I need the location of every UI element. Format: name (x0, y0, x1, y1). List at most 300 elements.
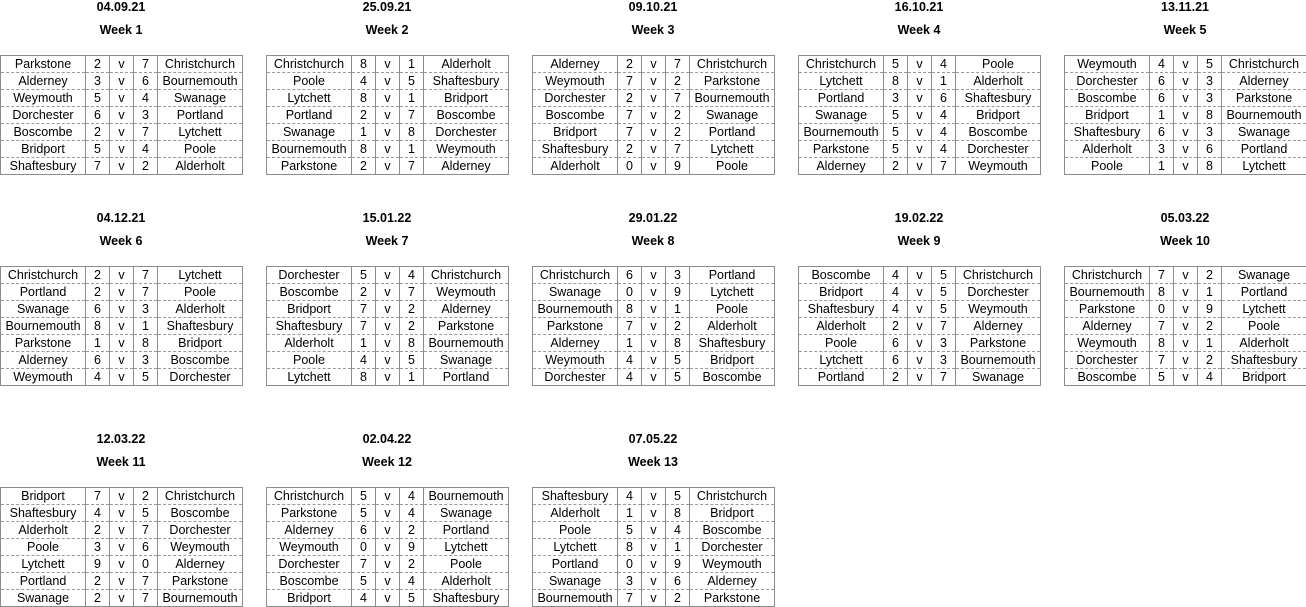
home-score: 2 (86, 522, 110, 539)
home-score: 2 (86, 267, 110, 284)
away-team: Christchurch (690, 56, 775, 73)
versus: v (642, 556, 666, 573)
fixture-row (799, 158, 1041, 175)
away-score: 8 (1198, 158, 1222, 175)
versus: v (642, 488, 666, 505)
away-score: 3 (666, 267, 690, 284)
versus: v (376, 90, 400, 107)
fixtures-table (532, 487, 775, 607)
week-title: Week 12 (362, 455, 412, 469)
home-team: Bridport (799, 284, 884, 301)
fixture-row (533, 267, 775, 284)
versus: v (376, 267, 400, 284)
versus: v (908, 73, 932, 90)
fixture-row (533, 56, 775, 73)
home-team: Portland (1, 573, 86, 590)
away-team: Swanage (1222, 124, 1306, 141)
away-score: 6 (1198, 141, 1222, 158)
fixture-row (267, 335, 509, 352)
versus: v (1174, 301, 1198, 318)
versus: v (1174, 90, 1198, 107)
away-score: 7 (400, 158, 424, 175)
home-score: 4 (1150, 56, 1174, 73)
home-team: Lytchett (1, 556, 86, 573)
away-score: 7 (134, 267, 158, 284)
home-team: Dorchester (267, 267, 352, 284)
away-score: 4 (400, 573, 424, 590)
fixture-row (1, 107, 243, 124)
versus: v (376, 369, 400, 386)
away-team: Portland (158, 107, 243, 124)
away-team: Lytchett (424, 539, 509, 556)
versus: v (376, 335, 400, 352)
away-team: Portland (690, 267, 775, 284)
home-score: 4 (86, 369, 110, 386)
home-score: 7 (1150, 352, 1174, 369)
versus: v (376, 301, 400, 318)
away-team: Dorchester (956, 141, 1041, 158)
fixtures-table (1064, 266, 1306, 386)
away-team: Boscombe (690, 522, 775, 539)
versus: v (110, 335, 134, 352)
away-team: Poole (956, 56, 1041, 73)
home-team: Boscombe (1, 124, 86, 141)
away-team: Boscombe (690, 369, 775, 386)
home-score: 9 (86, 556, 110, 573)
home-team: Christchurch (267, 488, 352, 505)
home-score: 5 (1150, 369, 1174, 386)
home-score: 1 (352, 335, 376, 352)
home-team: Alderney (533, 335, 618, 352)
away-score: 3 (1198, 90, 1222, 107)
home-team: Bridport (533, 124, 618, 141)
versus: v (642, 124, 666, 141)
away-team: Weymouth (690, 556, 775, 573)
home-score: 5 (352, 267, 376, 284)
versus: v (908, 301, 932, 318)
home-score: 7 (618, 318, 642, 335)
home-score: 5 (884, 107, 908, 124)
away-score: 7 (134, 573, 158, 590)
fixture-row (267, 124, 509, 141)
away-team: Poole (690, 301, 775, 318)
home-score: 4 (884, 284, 908, 301)
away-team: Christchurch (158, 56, 243, 73)
away-team: Swanage (158, 90, 243, 107)
away-score: 2 (1198, 318, 1222, 335)
versus: v (642, 267, 666, 284)
fixture-row (1, 56, 243, 73)
fixture-row (533, 556, 775, 573)
home-score: 3 (884, 90, 908, 107)
fixtures-table (0, 55, 243, 175)
home-score: 2 (618, 90, 642, 107)
home-score: 8 (618, 301, 642, 318)
away-team: Boscombe (158, 352, 243, 369)
versus: v (1174, 369, 1198, 386)
home-score: 8 (618, 539, 642, 556)
fixture-row (267, 505, 509, 522)
home-score: 4 (618, 369, 642, 386)
away-team: Dorchester (956, 284, 1041, 301)
fixtures-table (266, 55, 509, 175)
fixture-row (1065, 335, 1306, 352)
fixtures-table (0, 487, 243, 607)
home-score: 1 (618, 335, 642, 352)
fixture-row (1065, 369, 1306, 386)
fixture-row (533, 90, 775, 107)
fixture-row (1, 488, 243, 505)
home-team: Bridport (267, 590, 352, 607)
fixture-row (267, 318, 509, 335)
away-score: 9 (400, 539, 424, 556)
home-team: Christchurch (1065, 267, 1150, 284)
home-team: Alderney (267, 522, 352, 539)
versus: v (376, 488, 400, 505)
fixture-row (533, 522, 775, 539)
fixture-row (799, 73, 1041, 90)
fixture-row (533, 284, 775, 301)
home-team: Poole (1065, 158, 1150, 175)
versus: v (110, 352, 134, 369)
away-score: 6 (134, 73, 158, 90)
away-team: Alderholt (1222, 335, 1306, 352)
home-score: 6 (618, 267, 642, 284)
home-team: Bournemouth (267, 141, 352, 158)
fixture-row (1, 335, 243, 352)
away-team: Swanage (956, 369, 1041, 386)
versus: v (1174, 352, 1198, 369)
fixture-row (1, 141, 243, 158)
fixture-row (533, 301, 775, 318)
fixture-row (1065, 73, 1306, 90)
week-date: 04.12.21 (96, 211, 146, 225)
away-team: Swanage (424, 352, 509, 369)
versus: v (110, 73, 134, 90)
fixture-row (267, 90, 509, 107)
home-team: Lytchett (267, 90, 352, 107)
home-team: Boscombe (267, 284, 352, 301)
away-team: Bridport (956, 107, 1041, 124)
week-title: Week 4 (897, 23, 941, 37)
away-team: Alderholt (424, 573, 509, 590)
home-team: Dorchester (1065, 352, 1150, 369)
away-team: Alderney (424, 301, 509, 318)
week-date: 04.09.21 (96, 0, 146, 14)
away-score: 4 (400, 267, 424, 284)
away-score: 5 (932, 267, 956, 284)
home-team: Shaftesbury (533, 488, 618, 505)
versus: v (110, 539, 134, 556)
home-score: 7 (618, 107, 642, 124)
fixture-row (267, 352, 509, 369)
away-score: 1 (400, 141, 424, 158)
fixture-row (267, 590, 509, 607)
home-team: Weymouth (533, 352, 618, 369)
home-team: Swanage (1, 590, 86, 607)
away-score: 1 (134, 318, 158, 335)
home-team: Lytchett (533, 539, 618, 556)
fixture-row (1, 573, 243, 590)
fixture-row (533, 539, 775, 556)
away-score: 7 (932, 369, 956, 386)
away-score: 1 (1198, 284, 1222, 301)
fixture-row (1065, 141, 1306, 158)
versus: v (908, 124, 932, 141)
away-score: 9 (666, 158, 690, 175)
home-team: Bridport (267, 301, 352, 318)
fixture-row (1, 158, 243, 175)
versus: v (110, 284, 134, 301)
fixture-row (1, 539, 243, 556)
away-team: Dorchester (424, 124, 509, 141)
home-score: 2 (86, 573, 110, 590)
away-score: 4 (134, 141, 158, 158)
away-score: 8 (400, 124, 424, 141)
away-score: 2 (666, 124, 690, 141)
versus: v (642, 56, 666, 73)
fixture-row (1065, 284, 1306, 301)
versus: v (110, 318, 134, 335)
away-team: Alderholt (956, 73, 1041, 90)
away-team: Bridport (158, 335, 243, 352)
home-score: 7 (1150, 267, 1174, 284)
away-score: 5 (1198, 56, 1222, 73)
home-score: 5 (86, 141, 110, 158)
home-score: 3 (1150, 141, 1174, 158)
fixture-row (1, 318, 243, 335)
home-score: 4 (884, 267, 908, 284)
fixture-row (533, 369, 775, 386)
away-team: Swanage (1222, 267, 1306, 284)
versus: v (376, 56, 400, 73)
fixture-row (533, 505, 775, 522)
home-score: 2 (352, 158, 376, 175)
away-score: 3 (932, 352, 956, 369)
home-team: Portland (1, 284, 86, 301)
fixtures-table (532, 266, 775, 386)
versus: v (110, 505, 134, 522)
home-team: Bournemouth (1065, 284, 1150, 301)
home-score: 6 (1150, 90, 1174, 107)
fixture-row (267, 522, 509, 539)
away-score: 2 (666, 73, 690, 90)
away-team: Weymouth (956, 301, 1041, 318)
away-score: 5 (400, 73, 424, 90)
fixture-row (1, 301, 243, 318)
away-score: 3 (134, 107, 158, 124)
away-score: 5 (134, 369, 158, 386)
home-score: 6 (352, 522, 376, 539)
away-team: Shaftesbury (690, 335, 775, 352)
home-score: 7 (352, 318, 376, 335)
fixture-row (1, 267, 243, 284)
week-date: 05.03.22 (1160, 211, 1210, 225)
week-date: 16.10.21 (894, 0, 944, 14)
away-score: 1 (400, 90, 424, 107)
home-team: Parkstone (1, 56, 86, 73)
fixture-row (267, 488, 509, 505)
versus: v (110, 90, 134, 107)
away-team: Parkstone (690, 73, 775, 90)
fixture-row (533, 590, 775, 607)
versus: v (908, 318, 932, 335)
week-date: 29.01.22 (628, 211, 678, 225)
away-score: 7 (400, 284, 424, 301)
week-title: Week 7 (365, 234, 409, 248)
versus: v (376, 124, 400, 141)
away-team: Poole (424, 556, 509, 573)
away-team: Alderney (690, 573, 775, 590)
fixture-row (1065, 124, 1306, 141)
fixture-row (267, 539, 509, 556)
fixture-row (533, 488, 775, 505)
away-score: 7 (134, 284, 158, 301)
versus: v (1174, 124, 1198, 141)
away-score: 8 (400, 335, 424, 352)
home-team: Alderney (799, 158, 884, 175)
away-team: Lytchett (1222, 301, 1306, 318)
home-score: 0 (1150, 301, 1174, 318)
home-team: Lytchett (799, 352, 884, 369)
versus: v (376, 556, 400, 573)
home-team: Boscombe (533, 107, 618, 124)
away-team: Parkstone (1222, 90, 1306, 107)
versus: v (642, 573, 666, 590)
away-score: 2 (400, 301, 424, 318)
away-team: Parkstone (690, 590, 775, 607)
home-team: Parkstone (267, 505, 352, 522)
home-score: 3 (86, 73, 110, 90)
away-score: 2 (400, 556, 424, 573)
versus: v (908, 141, 932, 158)
versus: v (642, 539, 666, 556)
versus: v (642, 73, 666, 90)
versus: v (110, 301, 134, 318)
home-score: 3 (86, 539, 110, 556)
fixture-row (799, 352, 1041, 369)
versus: v (1174, 107, 1198, 124)
versus: v (376, 158, 400, 175)
fixture-row (799, 107, 1041, 124)
home-team: Poole (533, 522, 618, 539)
week-date: 15.01.22 (362, 211, 412, 225)
home-score: 7 (1150, 318, 1174, 335)
fixture-row (1065, 301, 1306, 318)
versus: v (642, 335, 666, 352)
home-score: 0 (618, 556, 642, 573)
home-team: Alderholt (267, 335, 352, 352)
home-score: 4 (884, 301, 908, 318)
away-team: Dorchester (690, 539, 775, 556)
week-date: 19.02.22 (894, 211, 944, 225)
home-team: Boscombe (1065, 369, 1150, 386)
fixture-row (533, 141, 775, 158)
home-team: Bridport (1065, 107, 1150, 124)
away-score: 5 (666, 369, 690, 386)
home-score: 6 (86, 107, 110, 124)
week-title: Week 9 (897, 234, 941, 248)
away-score: 4 (134, 90, 158, 107)
away-team: Weymouth (424, 141, 509, 158)
away-team: Portland (424, 522, 509, 539)
versus: v (642, 505, 666, 522)
away-team: Boscombe (424, 107, 509, 124)
home-team: Swanage (267, 124, 352, 141)
home-team: Bournemouth (533, 301, 618, 318)
home-team: Parkstone (533, 318, 618, 335)
week-title: Week 3 (631, 23, 675, 37)
away-score: 4 (400, 505, 424, 522)
home-score: 8 (884, 73, 908, 90)
fixture-row (267, 301, 509, 318)
away-score: 1 (666, 301, 690, 318)
versus: v (110, 107, 134, 124)
fixture-row (1, 90, 243, 107)
home-score: 7 (86, 488, 110, 505)
home-score: 0 (618, 284, 642, 301)
away-team: Poole (690, 158, 775, 175)
fixture-row (1065, 158, 1306, 175)
away-score: 9 (1198, 301, 1222, 318)
away-team: Dorchester (158, 522, 243, 539)
away-score: 7 (932, 158, 956, 175)
fixture-row (267, 284, 509, 301)
home-score: 2 (86, 590, 110, 607)
away-team: Portland (690, 124, 775, 141)
versus: v (110, 124, 134, 141)
versus: v (908, 158, 932, 175)
versus: v (908, 352, 932, 369)
versus: v (110, 369, 134, 386)
away-score: 5 (400, 352, 424, 369)
away-score: 2 (134, 488, 158, 505)
home-team: Shaftesbury (533, 141, 618, 158)
home-score: 2 (86, 56, 110, 73)
away-team: Swanage (424, 505, 509, 522)
versus: v (642, 352, 666, 369)
away-score: 7 (666, 90, 690, 107)
versus: v (908, 107, 932, 124)
home-score: 2 (884, 369, 908, 386)
versus: v (110, 573, 134, 590)
home-score: 2 (86, 124, 110, 141)
away-score: 7 (666, 141, 690, 158)
versus: v (376, 284, 400, 301)
away-score: 3 (932, 335, 956, 352)
fixture-row (799, 318, 1041, 335)
home-score: 2 (352, 284, 376, 301)
fixture-row (533, 318, 775, 335)
fixture-row (1, 73, 243, 90)
week-title: Week 2 (365, 23, 409, 37)
week-title: Week 8 (631, 234, 675, 248)
home-score: 1 (1150, 107, 1174, 124)
away-team: Boscombe (158, 505, 243, 522)
home-team: Shaftesbury (1065, 124, 1150, 141)
versus: v (642, 90, 666, 107)
fixtures-table (0, 266, 243, 386)
home-score: 1 (86, 335, 110, 352)
fixture-row (799, 369, 1041, 386)
away-score: 7 (134, 56, 158, 73)
home-score: 8 (352, 369, 376, 386)
home-score: 5 (618, 522, 642, 539)
home-team: Shaftesbury (799, 301, 884, 318)
week-date: 07.05.22 (628, 432, 678, 446)
versus: v (642, 369, 666, 386)
away-score: 2 (1198, 267, 1222, 284)
